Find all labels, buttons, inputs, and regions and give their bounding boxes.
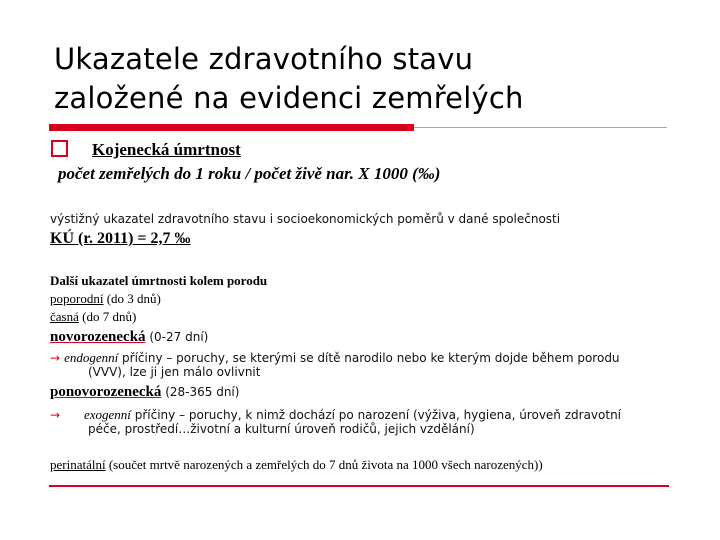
list-item-casna bbox=[50, 309, 136, 325]
term-ponovorozenecka: ponovorozenecká bbox=[50, 384, 162, 400]
slide-title bbox=[54, 40, 694, 118]
arrow-right-icon: → bbox=[50, 351, 61, 365]
perinatalni-text: (součet mrtvě narozených a zemřelých do 7 dnů života na 1000 všech narozených)) bbox=[105, 457, 543, 472]
range-poporodni: (do 3 dnů) bbox=[103, 291, 161, 306]
exogenni-text: příčiny – poruchy, k nimž dochází po narození (výživa, hygiena, úroveň zdravotní bbox=[130, 408, 622, 422]
list-item-novorozenecka bbox=[50, 328, 208, 346]
term-poporodni: poporodní bbox=[50, 291, 104, 306]
bottom-accent-rule bbox=[49, 485, 669, 487]
list-item-poporodni bbox=[50, 291, 161, 307]
bullet-heading: Kojenecká úmrtnost bbox=[92, 140, 241, 159]
endogenni-text-line-2: (VVV), lze ji jen málo ovlivnit bbox=[88, 365, 261, 379]
title-accent-rule bbox=[49, 124, 414, 131]
range-ponovorozenecka: (28-365 dní) bbox=[161, 385, 240, 399]
title-divider-line bbox=[414, 127, 667, 128]
term-casna: časná bbox=[50, 309, 79, 324]
list-item-ponovorozenecka bbox=[50, 383, 239, 401]
bullet-kojenecka bbox=[51, 140, 241, 164]
term-novorozenecka: novorozenecká bbox=[50, 329, 146, 345]
list-item-perinatalni bbox=[50, 457, 543, 473]
exogenni-text-line-2: péče, prostředí…životní a kulturní úroveň rodičů, jejich vzdělání) bbox=[88, 422, 475, 436]
term-endogenni: endogenní bbox=[64, 350, 119, 365]
arrow-right-icon: → bbox=[50, 408, 61, 422]
square-bullet-icon bbox=[51, 140, 68, 157]
infant-mortality-formula: počet zemřelých do 1 roku / počet živě nar. X 1000 (‰) bbox=[58, 164, 441, 183]
term-perinatalni: perinatální bbox=[50, 457, 106, 472]
term-exogenni: exogenní bbox=[84, 407, 131, 422]
indicator-description: výstižný ukazatel zdravotního stavu i socioekonomických poměrů v dané společnosti bbox=[50, 212, 561, 226]
slide-title-line-2: založené na evidenci zemřelých bbox=[54, 81, 524, 115]
range-novorozenecka: (0-27 dní) bbox=[145, 330, 209, 344]
range-casna: (do 7 dnů) bbox=[78, 309, 137, 324]
section-heading: Další ukazatel úmrtnosti kolem porodu bbox=[50, 273, 268, 288]
ku-value: KÚ (r. 2011) = 2,7 ‰ bbox=[50, 230, 191, 247]
slide-title-line-1: Ukazatele zdravotního stavu bbox=[54, 42, 474, 76]
endogenni-text: příčiny – poruchy, se kterými se dítě narodilo nebo ke kterým dojde během porodu bbox=[118, 351, 620, 365]
